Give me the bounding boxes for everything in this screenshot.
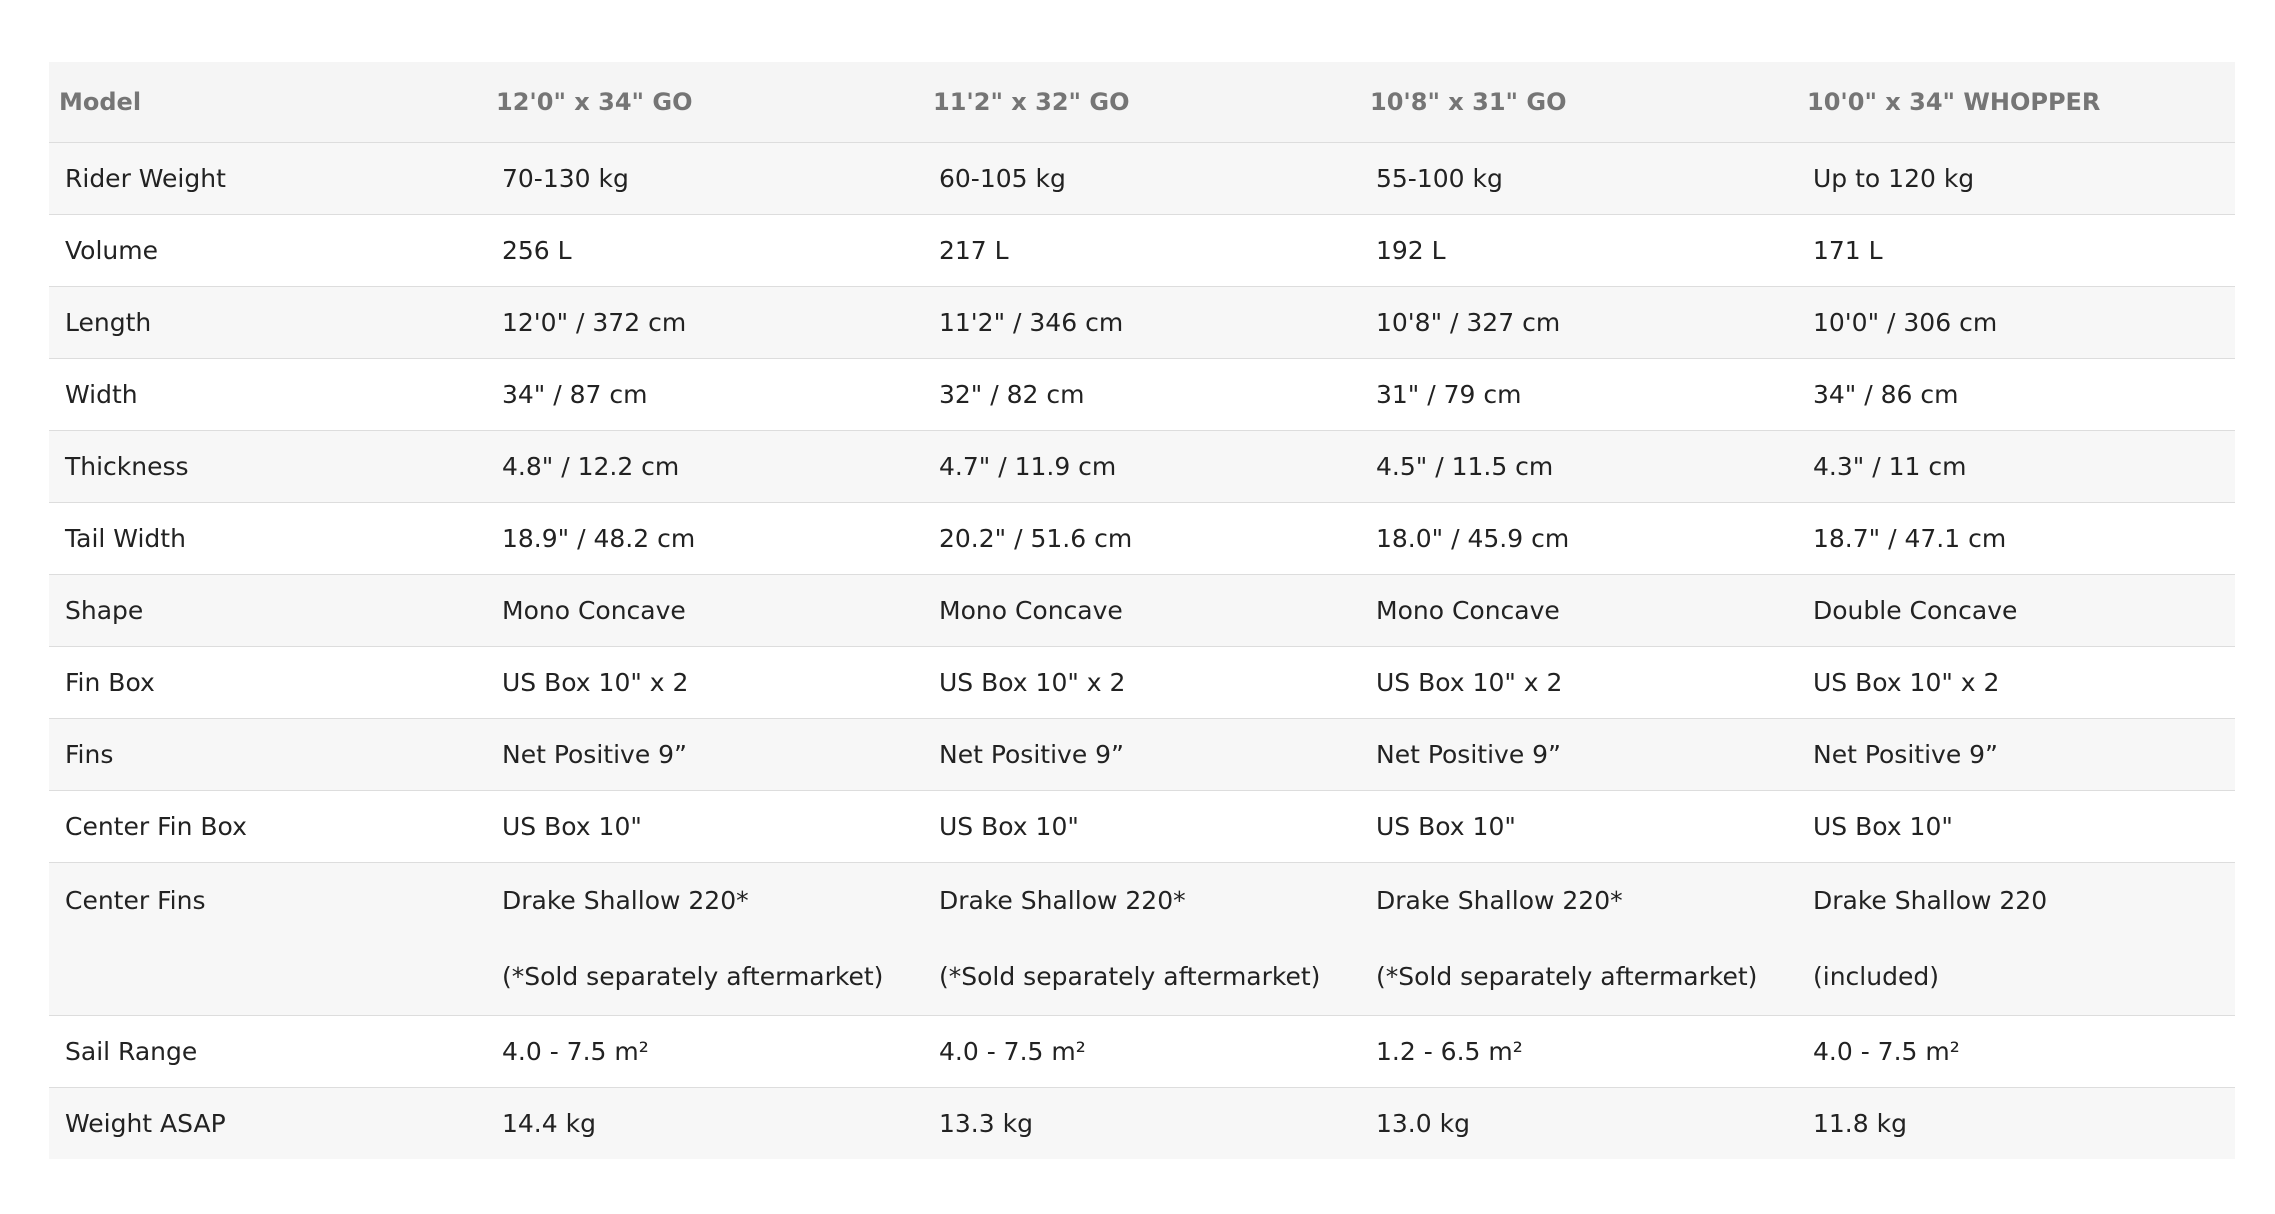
table-row-rider-weight [49, 143, 2235, 215]
row-label: Thickness [49, 431, 486, 503]
table-cell: US Box 10" [923, 791, 1360, 863]
table-cell: Net Positive 9” [1360, 719, 1797, 791]
table-cell: US Box 10" x 2 [1797, 647, 2235, 719]
table-cell: Net Positive 9” [1797, 719, 2235, 791]
table-cell: 4.0 - 7.5 m² [923, 1016, 1360, 1088]
cell-value: Drake Shallow 220* [939, 886, 1186, 915]
table-cell: 11.8 kg [1797, 1088, 2235, 1160]
table-cell [1797, 863, 2235, 1016]
table-cell: 10'8" / 327 cm [1360, 287, 1797, 359]
table-cell: 18.0" / 45.9 cm [1360, 503, 1797, 575]
table-cell: US Box 10" [1797, 791, 2235, 863]
cell-note: (*Sold separately aftermarket) [939, 962, 1321, 991]
header-model: Model [49, 62, 486, 143]
row-label: Weight ASAP [49, 1088, 486, 1160]
table-cell: 34" / 87 cm [486, 359, 923, 431]
table-cell: 171 L [1797, 215, 2235, 287]
row-label: Length [49, 287, 486, 359]
table-cell: Mono Concave [923, 575, 1360, 647]
table-row-thickness [49, 431, 2235, 503]
table-cell: US Box 10" x 2 [486, 647, 923, 719]
row-label: Sail Range [49, 1016, 486, 1088]
table-row-width [49, 359, 2235, 431]
table-row-center-fins [49, 863, 2235, 1016]
table-row-fin-box [49, 647, 2235, 719]
table-cell: Net Positive 9” [923, 719, 1360, 791]
table-cell: 1.2 - 6.5 m² [1360, 1016, 1797, 1088]
table-cell [923, 863, 1360, 1016]
table-cell: 13.0 kg [1360, 1088, 1797, 1160]
row-label [49, 863, 486, 1016]
row-label: Fins [49, 719, 486, 791]
table-cell: 70-130 kg [486, 143, 923, 215]
table-body [49, 143, 2235, 1160]
table-cell: 20.2" / 51.6 cm [923, 503, 1360, 575]
cell-note: (*Sold separately aftermarket) [502, 962, 884, 991]
table-cell: 55-100 kg [1360, 143, 1797, 215]
table-cell: 4.8" / 12.2 cm [486, 431, 923, 503]
table-cell: 11'2" / 346 cm [923, 287, 1360, 359]
table-cell: US Box 10" [1360, 791, 1797, 863]
table-cell: Up to 120 kg [1797, 143, 2235, 215]
table-cell: 4.3" / 11 cm [1797, 431, 2235, 503]
cell-note: (*Sold separately aftermarket) [1376, 962, 1758, 991]
table-cell: Net Positive 9” [486, 719, 923, 791]
table-row-fins [49, 719, 2235, 791]
header-model-3: 10'8" x 31" GO [1360, 62, 1797, 143]
table-cell: Mono Concave [486, 575, 923, 647]
table-cell: US Box 10" x 2 [923, 647, 1360, 719]
header-row [49, 62, 2235, 143]
cell-value: Drake Shallow 220* [502, 886, 749, 915]
table-cell: 60-105 kg [923, 143, 1360, 215]
header-model-1: 12'0" x 34" GO [486, 62, 923, 143]
row-label: Tail Width [49, 503, 486, 575]
row-label: Center Fin Box [49, 791, 486, 863]
table-cell: 4.7" / 11.9 cm [923, 431, 1360, 503]
row-label: Volume [49, 215, 486, 287]
table-cell: 18.9" / 48.2 cm [486, 503, 923, 575]
table-row-sail-range [49, 1016, 2235, 1088]
table-row-center-fin-box [49, 791, 2235, 863]
table-cell: Double Concave [1797, 575, 2235, 647]
table-cell: US Box 10" [486, 791, 923, 863]
table-cell [486, 863, 923, 1016]
cell-note: (included) [1813, 962, 1939, 991]
table-cell: 4.0 - 7.5 m² [1797, 1016, 2235, 1088]
table-row-length [49, 287, 2235, 359]
header-model-4: 10'0" x 34" WHOPPER [1797, 62, 2235, 143]
table-cell: 192 L [1360, 215, 1797, 287]
table-cell: Mono Concave [1360, 575, 1797, 647]
table-cell: 12'0" / 372 cm [486, 287, 923, 359]
row-label: Width [49, 359, 486, 431]
table-cell: 14.4 kg [486, 1088, 923, 1160]
spec-comparison-table [49, 62, 2235, 1159]
table-cell: US Box 10" x 2 [1360, 647, 1797, 719]
table-cell: 32" / 82 cm [923, 359, 1360, 431]
row-label-text: Center Fins [65, 886, 206, 915]
cell-value: Drake Shallow 220 [1813, 886, 2048, 915]
table-cell: 256 L [486, 215, 923, 287]
table-row-shape [49, 575, 2235, 647]
table-cell: 31" / 79 cm [1360, 359, 1797, 431]
table-cell: 10'0" / 306 cm [1797, 287, 2235, 359]
table-cell: 34" / 86 cm [1797, 359, 2235, 431]
table-row-tail-width [49, 503, 2235, 575]
table-row-weight-asap [49, 1088, 2235, 1160]
row-label: Shape [49, 575, 486, 647]
table-cell [1360, 863, 1797, 1016]
table-cell: 18.7" / 47.1 cm [1797, 503, 2235, 575]
table-cell: 4.5" / 11.5 cm [1360, 431, 1797, 503]
header-model-2: 11'2" x 32" GO [923, 62, 1360, 143]
table-cell: 13.3 kg [923, 1088, 1360, 1160]
row-label: Fin Box [49, 647, 486, 719]
row-label: Rider Weight [49, 143, 486, 215]
table-cell: 217 L [923, 215, 1360, 287]
cell-value: Drake Shallow 220* [1376, 886, 1623, 915]
table-cell: 4.0 - 7.5 m² [486, 1016, 923, 1088]
table-row-volume [49, 215, 2235, 287]
table-header [49, 62, 2235, 143]
